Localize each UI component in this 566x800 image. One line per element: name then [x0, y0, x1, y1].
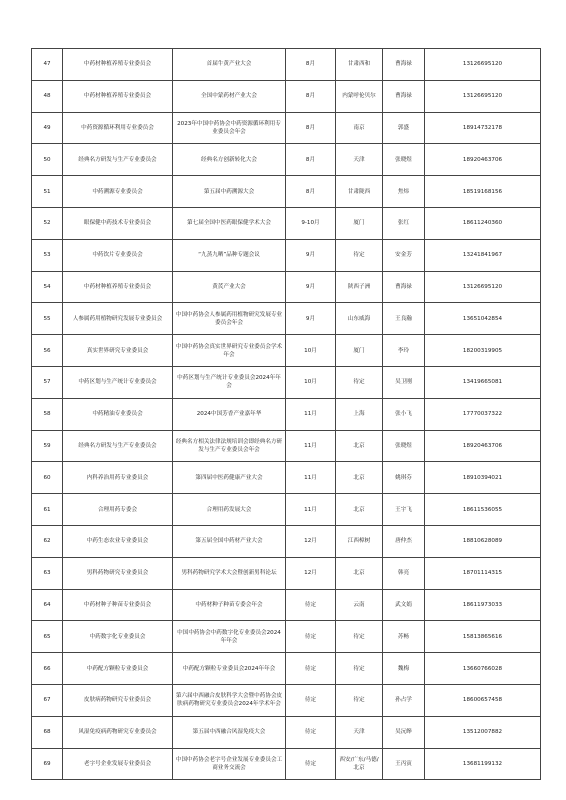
event-place: 天津 — [336, 144, 383, 176]
contact-phone: 18200319905 — [425, 335, 541, 367]
committee-name: 中药精油专业委员会 — [63, 398, 173, 430]
table-row — [32, 239, 541, 271]
table-row — [32, 525, 541, 557]
event-place: 待定 — [336, 621, 383, 653]
row-number: 56 — [32, 335, 63, 367]
table-row — [32, 494, 541, 526]
contact-person: 苏畅 — [383, 621, 425, 653]
event-name: 第五届中西融合风湿免疫大会 — [173, 716, 286, 748]
contact-phone: 18810628089 — [425, 525, 541, 557]
contact-person: 韩亮 — [383, 557, 425, 589]
committee-name: 中药饮片专业委员会 — [63, 239, 173, 271]
contact-phone: 18914732178 — [425, 112, 541, 144]
event-place: 待定 — [336, 239, 383, 271]
event-name: 2023年中国中药协会中药资源循环利用专业委员会年会 — [173, 112, 286, 144]
contact-phone: 15813865616 — [425, 621, 541, 653]
contact-phone: 18701114315 — [425, 557, 541, 589]
table-row — [32, 684, 541, 716]
event-name: 中国中药协会人参属药用植物研究发展专业委员会年会 — [173, 303, 286, 335]
event-time: 待定 — [286, 621, 336, 653]
committee-name: 中药材种子种苗专业委员会 — [63, 589, 173, 621]
row-number: 49 — [32, 112, 63, 144]
event-name: 第五届全国中药材产业大会 — [173, 525, 286, 557]
committee-name: 中药材种植养殖专业委员会 — [63, 271, 173, 303]
row-number: 68 — [32, 716, 63, 748]
committee-name: 中药材种植养殖专业委员会 — [63, 80, 173, 112]
contact-person: 姚琪芬 — [383, 462, 425, 494]
table-row — [32, 112, 541, 144]
table-row — [32, 589, 541, 621]
table-row — [32, 748, 541, 780]
contact-phone: 13660766028 — [425, 653, 541, 685]
table-row — [32, 557, 541, 589]
event-time: 12月 — [286, 557, 336, 589]
contact-person: 张红 — [383, 207, 425, 239]
contact-person: 王良瀚 — [383, 303, 425, 335]
contact-phone: 18920463706 — [425, 430, 541, 462]
contact-person: 吴沅皞 — [383, 716, 425, 748]
event-place: 厦门 — [336, 207, 383, 239]
event-place: 待定 — [336, 366, 383, 398]
contact-phone: 13241841967 — [425, 239, 541, 271]
committee-name: 眼保健中药技术专业委员会 — [63, 207, 173, 239]
event-name: 第四届中医药健康产业大会 — [173, 462, 286, 494]
event-place: 待定 — [336, 653, 383, 685]
event-name: 第七届全国中医药眼保健学术大会 — [173, 207, 286, 239]
table-row — [32, 271, 541, 303]
event-time: 8月 — [286, 49, 336, 81]
event-name: 黄芪产业大会 — [173, 271, 286, 303]
event-time: 11月 — [286, 398, 336, 430]
event-place: 江西樟树 — [336, 525, 383, 557]
committee-name: 内科养治用药专业委员会 — [63, 462, 173, 494]
contact-person: 张小飞 — [383, 398, 425, 430]
event-place: 北京 — [336, 430, 383, 462]
row-number: 61 — [32, 494, 63, 526]
contact-phone: 18910394021 — [425, 462, 541, 494]
committee-name: 中药生态农业专业委员会 — [63, 525, 173, 557]
event-place: 天津 — [336, 716, 383, 748]
event-time: 8月 — [286, 80, 336, 112]
contact-phone: 18611240360 — [425, 207, 541, 239]
contact-person: 孙占学 — [383, 684, 425, 716]
table-row — [32, 207, 541, 239]
event-place: 甘肃陇西 — [336, 176, 383, 208]
event-name: 合理用药发展大会 — [173, 494, 286, 526]
event-time: 待定 — [286, 748, 336, 780]
contact-phone: 13419665081 — [425, 366, 541, 398]
event-name: 中国中药协会中药数字化专业委员会2024年年会 — [173, 621, 286, 653]
contact-person: 郭盛 — [383, 112, 425, 144]
table-row — [32, 303, 541, 335]
contact-phone: 13512007882 — [425, 716, 541, 748]
contact-person: 曹海禄 — [383, 271, 425, 303]
contact-phone: 18920463706 — [425, 144, 541, 176]
contact-person: 李玲 — [383, 335, 425, 367]
table-row — [32, 398, 541, 430]
row-number: 52 — [32, 207, 63, 239]
contact-person: 安金芳 — [383, 239, 425, 271]
activity-schedule-table — [31, 48, 541, 780]
event-name: 经典名方相关法律法规培训会即经典名方研发与生产专业委员会年会 — [173, 430, 286, 462]
table-row — [32, 621, 541, 653]
committee-name: 合理用药专委会 — [63, 494, 173, 526]
table-row — [32, 653, 541, 685]
row-number: 60 — [32, 462, 63, 494]
event-name: 第六届中西融合皮肤科学大会暨中药协会皮肤病药物研究专业委员会2024年学术年会 — [173, 684, 286, 716]
row-number: 54 — [32, 271, 63, 303]
event-time: 10月 — [286, 366, 336, 398]
contact-person: 张晓煜 — [383, 144, 425, 176]
event-time: 8月 — [286, 144, 336, 176]
event-place: 山东威海 — [336, 303, 383, 335]
row-number: 50 — [32, 144, 63, 176]
committee-name: 中药材种植养殖专业委员会 — [63, 49, 173, 81]
committee-name: 经典名方研发与生产专业委员会 — [63, 430, 173, 462]
table-body — [32, 49, 541, 780]
event-time: 11月 — [286, 430, 336, 462]
contact-person: 王丙寅 — [383, 748, 425, 780]
row-number: 64 — [32, 589, 63, 621]
event-name: “九蒸九晒”品种专题会议 — [173, 239, 286, 271]
contact-person: 王宇飞 — [383, 494, 425, 526]
event-place: 北京 — [336, 494, 383, 526]
contact-phone: 13126695120 — [425, 271, 541, 303]
event-place: 陕西子洲 — [336, 271, 383, 303]
event-name: 全国中蒙药材产业大会 — [173, 80, 286, 112]
event-name: 首届牛黄产业大会 — [173, 49, 286, 81]
committee-name: 中药资源循环利用专业委员会 — [63, 112, 173, 144]
event-place: 内蒙呼伦贝尔 — [336, 80, 383, 112]
event-place: 甘肃西和 — [336, 49, 383, 81]
committee-name: 男科药物研究专业委员会 — [63, 557, 173, 589]
event-place: 北京 — [336, 462, 383, 494]
contact-person: 吴卫刚 — [383, 366, 425, 398]
row-number: 58 — [32, 398, 63, 430]
event-place: 南京 — [336, 112, 383, 144]
contact-person: 焦炜 — [383, 176, 425, 208]
contact-phone: 13126695120 — [425, 49, 541, 81]
event-time: 待定 — [286, 684, 336, 716]
table-row — [32, 49, 541, 81]
event-place: 上海 — [336, 398, 383, 430]
event-name: 男科药物研究学术大会暨创新男科论坛 — [173, 557, 286, 589]
event-name: 第五届中药溯源大会 — [173, 176, 286, 208]
event-place: 厦门 — [336, 335, 383, 367]
row-number: 65 — [32, 621, 63, 653]
table-row — [32, 716, 541, 748]
contact-phone: 13126695120 — [425, 80, 541, 112]
event-name: 中药区划与生产统计专业委员会2024年年会 — [173, 366, 286, 398]
table-row — [32, 144, 541, 176]
committee-name: 真实世界研究专业委员会 — [63, 335, 173, 367]
table-row — [32, 462, 541, 494]
event-place: 西安/广东/马德/北京 — [336, 748, 383, 780]
event-time: 8月 — [286, 112, 336, 144]
event-name: 2024中国芳香产业嘉年华 — [173, 398, 286, 430]
table-row — [32, 176, 541, 208]
row-number: 59 — [32, 430, 63, 462]
row-number: 66 — [32, 653, 63, 685]
event-name: 经典名方创新转化大会 — [173, 144, 286, 176]
row-number: 63 — [32, 557, 63, 589]
contact-person: 魏梅 — [383, 653, 425, 685]
event-time: 8月 — [286, 176, 336, 208]
contact-person: 武文娟 — [383, 589, 425, 621]
event-time: 9-10月 — [286, 207, 336, 239]
event-time: 9月 — [286, 303, 336, 335]
row-number: 47 — [32, 49, 63, 81]
committee-name: 中药区划与生产统计专业委员会 — [63, 366, 173, 398]
row-number: 62 — [32, 525, 63, 557]
event-time: 11月 — [286, 494, 336, 526]
table-row — [32, 430, 541, 462]
contact-person: 曹海禄 — [383, 49, 425, 81]
row-number: 48 — [32, 80, 63, 112]
event-time: 待定 — [286, 653, 336, 685]
event-name: 中药配方颗粒专业委员会2024年年会 — [173, 653, 286, 685]
row-number: 55 — [32, 303, 63, 335]
contact-phone: 18519168156 — [425, 176, 541, 208]
committee-name: 中药配方颗粒专业委员会 — [63, 653, 173, 685]
table-row — [32, 366, 541, 398]
event-time: 待定 — [286, 716, 336, 748]
table-row — [32, 335, 541, 367]
event-time: 待定 — [286, 589, 336, 621]
event-time: 11月 — [286, 462, 336, 494]
contact-phone: 13651042854 — [425, 303, 541, 335]
row-number: 57 — [32, 366, 63, 398]
committee-name: 中药溯源专业委员会 — [63, 176, 173, 208]
event-time: 12月 — [286, 525, 336, 557]
committee-name: 老字号企业发展专业委员会 — [63, 748, 173, 780]
event-time: 9月 — [286, 239, 336, 271]
event-time: 10月 — [286, 335, 336, 367]
committee-name: 中药数字化专业委员会 — [63, 621, 173, 653]
event-place: 待定 — [336, 684, 383, 716]
committee-name: 皮肤病药物研究专业委员会 — [63, 684, 173, 716]
table-row — [32, 80, 541, 112]
event-time: 9月 — [286, 271, 336, 303]
committee-name: 人参属药用植物研究发展专业委员会 — [63, 303, 173, 335]
event-name: 中国中药协会老字号企业发展专业委员会工商业务交流会 — [173, 748, 286, 780]
contact-phone: 13681199132 — [425, 748, 541, 780]
contact-person: 曹海禄 — [383, 80, 425, 112]
row-number: 69 — [32, 748, 63, 780]
row-number: 51 — [32, 176, 63, 208]
contact-person: 唐仲杰 — [383, 525, 425, 557]
event-place: 云南 — [336, 589, 383, 621]
contact-phone: 18611973033 — [425, 589, 541, 621]
row-number: 53 — [32, 239, 63, 271]
event-name: 中国中药协会真实世界研究专业委员会学术年会 — [173, 335, 286, 367]
contact-person: 张晓煜 — [383, 430, 425, 462]
committee-name: 经典名方研发与生产专业委员会 — [63, 144, 173, 176]
contact-phone: 18600657458 — [425, 684, 541, 716]
row-number: 67 — [32, 684, 63, 716]
contact-phone: 18611536055 — [425, 494, 541, 526]
event-name: 中药材种子种苗专委会年会 — [173, 589, 286, 621]
committee-name: 风湿免疫病药物研究专业委员会 — [63, 716, 173, 748]
contact-phone: 17770037322 — [425, 398, 541, 430]
event-place: 北京 — [336, 557, 383, 589]
